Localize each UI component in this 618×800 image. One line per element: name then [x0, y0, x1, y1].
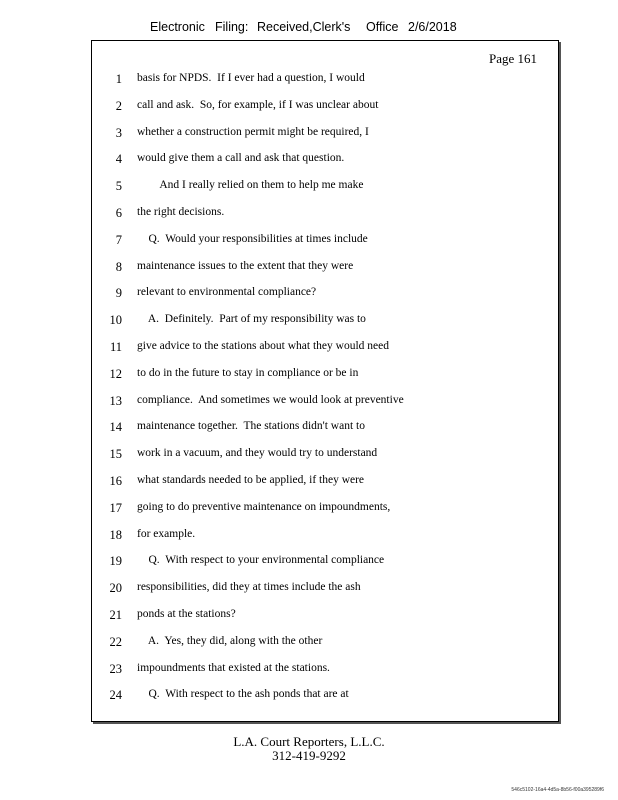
transcript-line	[92, 152, 558, 170]
line-number: 9	[115, 286, 122, 301]
transcript-line	[92, 206, 558, 224]
page-number: Page 161	[488, 51, 537, 66]
line-number: 11	[109, 340, 122, 354]
line-number: 18	[109, 527, 122, 542]
line-text: Q. Would your responsibilities at times include	[137, 232, 368, 245]
line-text: Q. With respect to your environmental compliance	[137, 554, 385, 567]
line-text: compliance. And sometimes we would look at preventive	[137, 393, 404, 406]
header-filing: Filing:	[215, 20, 249, 34]
line-text: would give them a call and ask that question.	[137, 152, 345, 165]
line-text: Q. With respect to the ash ponds that are at	[137, 688, 349, 701]
line-text: whether a construction permit might be required, I	[137, 125, 369, 138]
line-number: 4	[115, 152, 122, 167]
footer-company: L.A. Court Reporters, L.L.C.	[233, 734, 385, 749]
transcript-line	[92, 554, 558, 572]
line-number: 2	[115, 98, 122, 113]
line-number: 22	[109, 634, 122, 649]
transcript-line	[92, 420, 558, 438]
transcript-line	[92, 260, 558, 278]
line-number: 17	[109, 500, 122, 515]
transcript-line	[92, 99, 558, 117]
line-text: responsibilities, did they at times include the ash	[137, 581, 361, 594]
transcript-line	[92, 474, 558, 492]
line-number: 20	[109, 581, 122, 596]
transcript-line	[92, 501, 558, 519]
line-text: work in a vacuum, and they would try to understand	[137, 447, 378, 460]
line-number: 6	[115, 206, 122, 220]
line-text: call and ask. So, for example, if I was unclear about	[137, 98, 379, 111]
line-text: A. Yes, they did, along with the other	[137, 634, 323, 647]
transcript-line	[92, 662, 558, 680]
line-number: 8	[115, 259, 122, 274]
transcript-line	[92, 179, 558, 197]
line-number: 23	[109, 661, 122, 676]
header-received-clerks: Received,Clerk's	[257, 20, 351, 34]
line-number: 15	[109, 447, 122, 462]
line-number: 12	[109, 366, 122, 381]
line-text: ponds at the stations?	[137, 608, 236, 620]
line-number: 10	[109, 313, 122, 328]
filing-stamp-header	[0, 20, 618, 36]
line-number: 3	[115, 125, 122, 140]
transcript-line	[92, 72, 558, 90]
line-number: 24	[109, 688, 122, 703]
line-text: going to do preventive maintenance on impoundments,	[137, 500, 391, 513]
header-office: Office	[366, 20, 399, 34]
transcript-line	[92, 233, 558, 251]
line-text: give advice to the stations about what they would need	[137, 340, 389, 352]
line-number: 13	[109, 393, 122, 408]
document-id: 546c5102-16a4-4d5a-8b56-f00a395289f6	[511, 787, 604, 793]
transcript-page	[91, 40, 559, 722]
line-text: to do in the future to stay in compliance or be in	[137, 366, 359, 379]
transcript-line	[92, 394, 558, 412]
line-text: basis for NPDS. If I ever had a question, I would	[137, 72, 365, 84]
transcript-line	[92, 126, 558, 144]
transcript-line	[92, 286, 558, 304]
line-text: impoundments that existed at the stations.	[137, 661, 330, 674]
transcript-line	[92, 367, 558, 385]
line-number: 14	[109, 420, 122, 435]
line-text: maintenance together. The stations didn't want to	[137, 420, 365, 433]
transcript-line	[92, 688, 558, 706]
line-text: relevant to environmental compliance?	[137, 286, 317, 299]
line-number: 19	[109, 554, 122, 569]
footer-phone: 312-419-9292	[272, 748, 346, 763]
line-number: 16	[109, 474, 122, 488]
transcript-line	[92, 608, 558, 626]
line-number: 21	[109, 608, 122, 622]
transcript-line	[92, 528, 558, 546]
line-text: what standards needed to be applied, if they were	[137, 474, 365, 486]
line-number: 7	[115, 232, 122, 247]
transcript-line	[92, 313, 558, 331]
line-text: the right decisions.	[137, 206, 225, 218]
line-number: 1	[115, 72, 122, 86]
header-date: 2/6/2018	[408, 20, 457, 34]
transcript-line	[92, 581, 558, 599]
line-number: 5	[115, 179, 122, 194]
transcript-line	[92, 340, 558, 358]
line-text: for example.	[137, 527, 196, 540]
line-text: maintenance issues to the extent that they were	[137, 259, 354, 272]
transcript-line	[92, 635, 558, 653]
line-text: And I really relied on them to help me make	[137, 179, 364, 192]
transcript-line	[92, 447, 558, 465]
header-electronic: Electronic	[150, 20, 205, 34]
line-text: A. Definitely. Part of my responsibility was to	[137, 313, 366, 326]
